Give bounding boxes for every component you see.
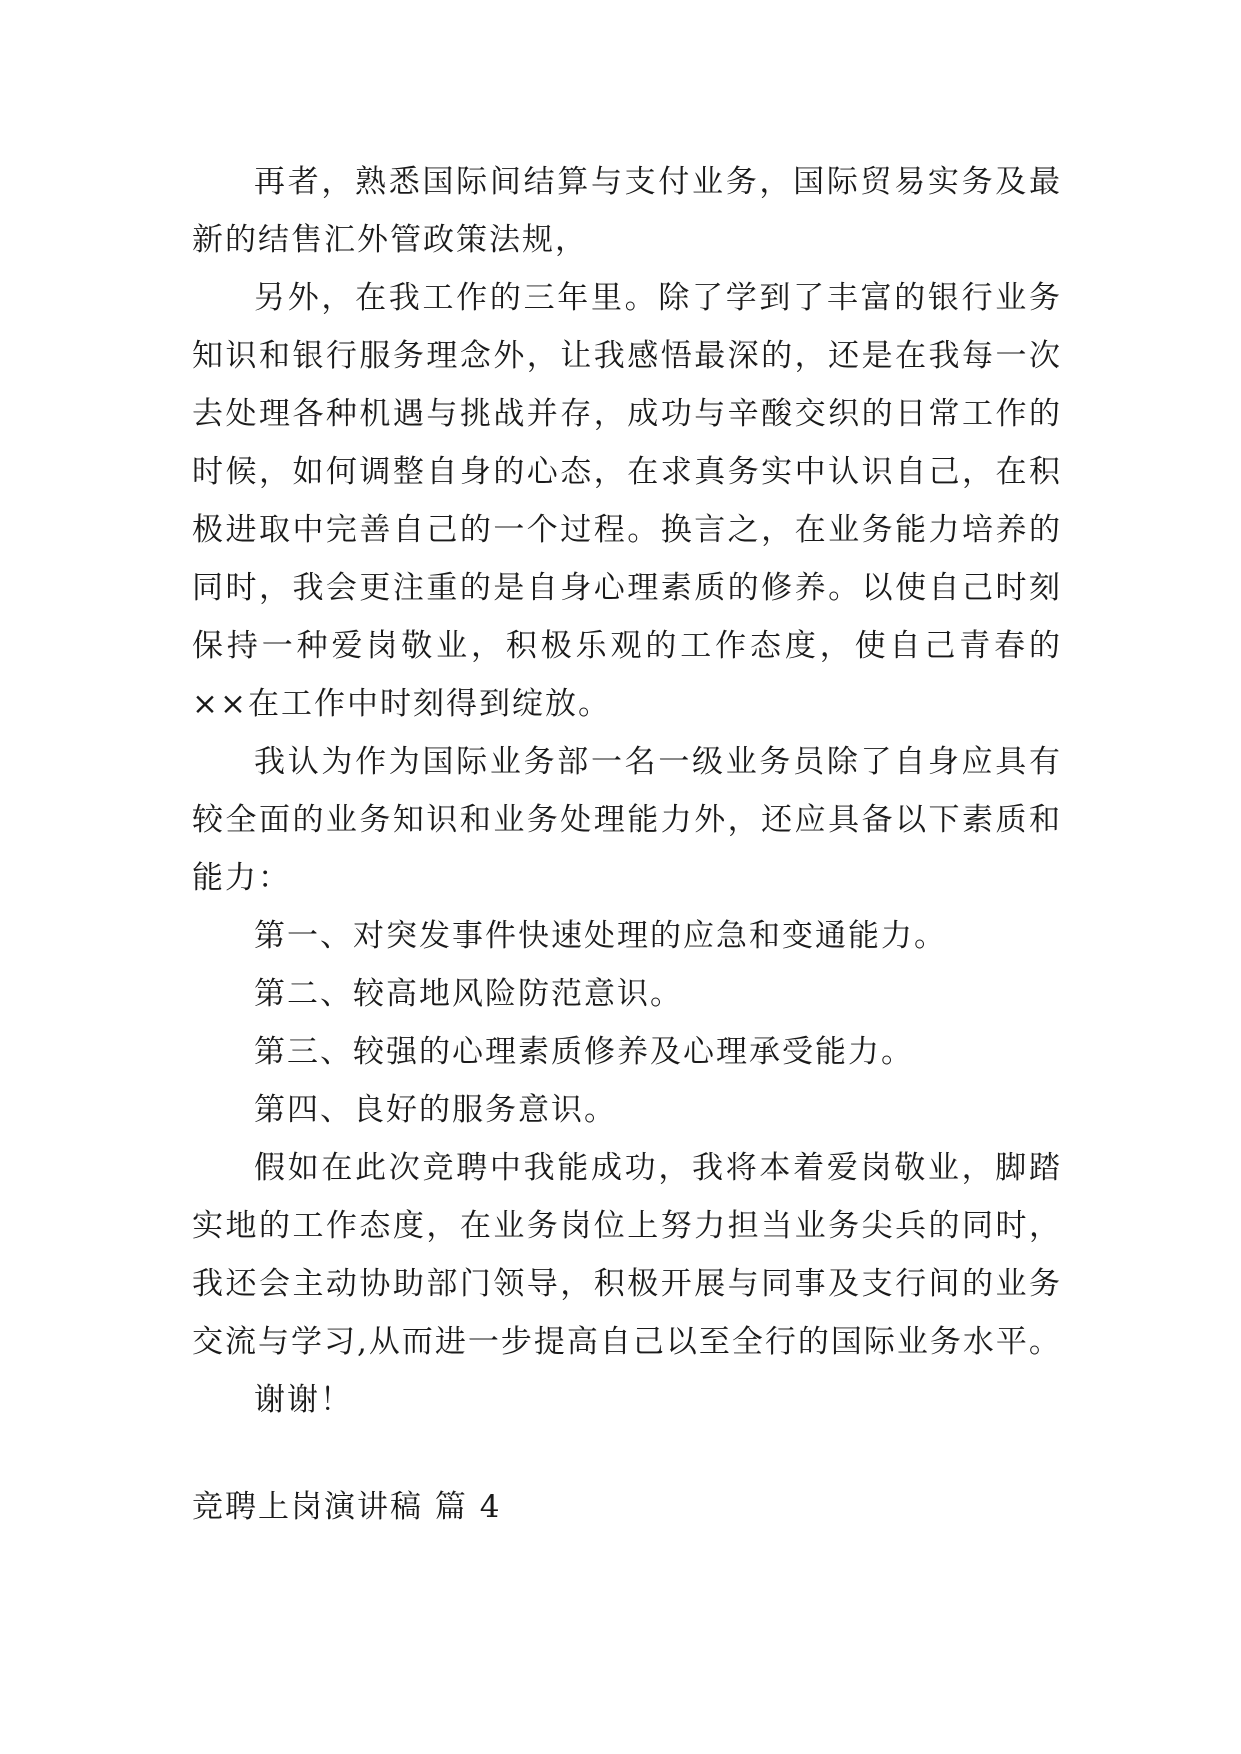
paragraph-familiarity: 再者，熟悉国际间结算与支付业务，国际贸易实务及最新的结售汇外管政策法规， bbox=[192, 164, 1062, 258]
document-body bbox=[192, 153, 1062, 1429]
section-heading: 竞聘上岗演讲稿 篇 4 bbox=[192, 1489, 502, 1525]
list-item-second: 第二、较高地风险防范意识。 bbox=[254, 976, 683, 1012]
paragraph-qualities-intro: 我认为作为国际业务部一名一级业务员除了自身应具有较全面的业务知识和业务处理能力外，还应具备以下素质和能力： bbox=[192, 744, 1062, 896]
closing-thanks: 谢谢！ bbox=[254, 1382, 353, 1418]
paragraph-experience: 另外，在我工作的三年里。除了学到了丰富的银行业务知识和银行服务理念外，让我感悟最深的，还是在我每一次去处理各种机遇与挑战并存，成功与辛酸交织的日常工作的时候，如何调整自身的心态，在求真务实中认识自己，在积极进取中完善自己的一个过程。换言之，在业务能力培养的同时，我会更注重的是自身心理素质的修养。以使自己时刻保持一种爱岗敬业，积极乐观的工作态度，使自己青春的××在工作中时刻得到绽放。 bbox=[192, 280, 1062, 722]
list-item-third: 第三、较强的心理素质修养及心理承受能力。 bbox=[254, 1034, 914, 1070]
list-item-fourth: 第四、良好的服务意识。 bbox=[254, 1092, 617, 1128]
list-item-first: 第一、对突发事件快速处理的应急和变通能力。 bbox=[254, 918, 947, 954]
paragraph-commitment: 假如在此次竞聘中我能成功，我将本着爱岗敬业，脚踏实地的工作态度，在业务岗位上努力担当业务尖兵的同时，我还会主动协助部门领导，积极开展与同事及支行间的业务交流与学习,从而进一步提高自己以至全行的国际业务水平。 bbox=[192, 1150, 1062, 1360]
